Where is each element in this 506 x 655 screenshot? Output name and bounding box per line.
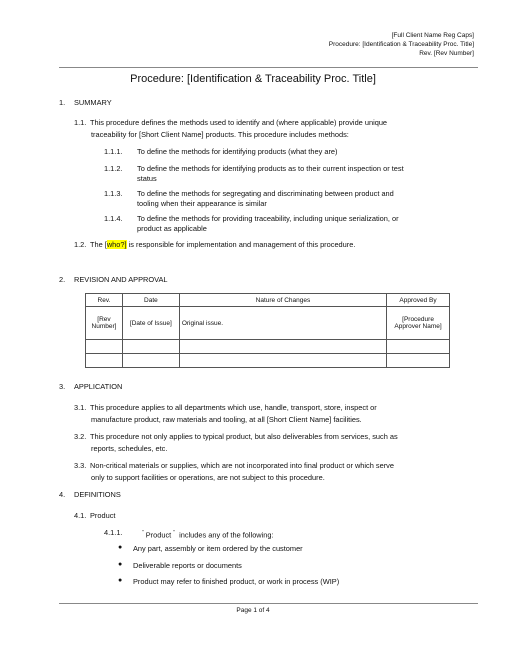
bullet-icon: ● — [118, 544, 123, 551]
item-1-1-2-number: 1.1.2. — [104, 164, 123, 173]
para-1-1-line2: traceability for [Short Client Name] products. This procedure includes methods: — [91, 130, 349, 139]
section-3-heading: APPLICATION — [74, 382, 123, 391]
header-divider — [59, 67, 478, 68]
section-1-number: 1. — [59, 98, 66, 107]
para-1-2-suffix: is responsible for implementation and management of this procedure. — [126, 240, 356, 249]
para-3-1-number: 3.1. — [74, 403, 87, 412]
page-number: Page 1 of 4 — [236, 607, 270, 614]
col-approved-by: Approved By — [387, 294, 450, 307]
table-row — [86, 354, 450, 368]
para-3-2-line2: reports, schedules, etc. — [91, 444, 168, 453]
page-header — [329, 31, 474, 58]
para-1-2-text — [90, 239, 355, 251]
para-4-1-number: 4.1. — [74, 511, 87, 520]
revision-table — [85, 293, 450, 368]
cell-date: [Date of Issue] — [122, 307, 179, 340]
section-2-number: 2. — [59, 275, 66, 284]
definition-lead: includes any of the following: — [179, 530, 274, 540]
para-3-3-line1: Non-critical materials or supplies, which are not incorporated into final product or which serve — [90, 461, 394, 470]
header-procedure-title: Procedure: [Identification & Traceability Proc. Title] — [328, 41, 474, 48]
cell-approver: [Procedure Approver Name] — [387, 307, 450, 340]
table-row — [86, 340, 450, 354]
defined-term: Product — [145, 530, 172, 540]
section-1-heading: SUMMARY — [74, 98, 112, 107]
col-rev: Rev. — [86, 294, 123, 307]
open-quote: “ — [142, 530, 144, 536]
para-3-3-line2: only to support facilities or operations, are not subject to this procedure. — [91, 473, 325, 482]
cell-nature: Original issue. — [179, 307, 386, 340]
para-1-2-number: 1.2. — [74, 240, 87, 249]
revision-table-header-row — [86, 294, 450, 307]
item-1-1-3-number: 1.1.3. — [104, 189, 123, 198]
cell-rev: [Rev Number] — [86, 307, 123, 340]
para-3-2-number: 3.2. — [74, 432, 87, 441]
item-1-1-3-line2: tooling when their appearance is similar — [137, 199, 267, 208]
table-row — [86, 307, 450, 340]
item-1-1-4-line1: To define the methods for providing traceability, including unique serialization, or — [137, 214, 399, 223]
item-1-1-4-number: 1.1.4. — [104, 214, 123, 223]
para-4-1-label: Product — [90, 511, 116, 520]
close-quote: ” — [173, 530, 175, 536]
col-nature-of-changes: Nature of Changes — [179, 294, 386, 307]
para-3-3-number: 3.3. — [74, 461, 87, 470]
document-title: Procedure: [Identification & Traceability Proc. Title] — [130, 73, 376, 85]
section-4-heading: DEFINITIONS — [74, 490, 121, 499]
bullet-icon: ● — [118, 561, 123, 568]
highlighted-placeholder: who?] — [106, 240, 127, 249]
item-1-1-2-line2: status — [137, 174, 157, 183]
para-4-1-1-number: 4.1.1. — [104, 528, 123, 537]
item-1-1-2-line1: To define the methods for identifying products as to their current inspection or test — [137, 164, 404, 173]
item-1-1-1-text: To define the methods for identifying products (what they are) — [137, 147, 338, 156]
footer-divider — [59, 603, 478, 604]
para-1-1-line1: This procedure defines the methods used to identify and (where applicable) provide unique — [90, 118, 388, 127]
section-4-number: 4. — [59, 490, 66, 499]
para-4-1-1-text — [142, 527, 274, 541]
header-client-name: [Full Client Name Reg Caps] — [391, 32, 474, 39]
list-item: Deliverable reports or documents — [133, 561, 242, 570]
col-date: Date — [122, 294, 179, 307]
para-3-1-line2: manufacture product, raw materials and tooling, at all [Short Client Name] facilities. — [91, 415, 362, 424]
item-1-1-4-line2: product as applicable — [137, 224, 207, 233]
section-2-heading: REVISION AND APPROVAL — [74, 275, 168, 284]
para-3-1-line1: This procedure applies to all departments which use, handle, transport, store, inspect or — [90, 403, 377, 412]
para-1-2-prefix: The [ — [90, 240, 107, 249]
list-item: Any part, assembly or item ordered by the customer — [133, 544, 303, 553]
list-item: Product may refer to finished product, or work in process (WIP) — [133, 577, 340, 586]
item-1-1-1-number: 1.1.1. — [104, 147, 123, 156]
header-revision: Rev. [Rev Number] — [419, 50, 474, 57]
item-1-1-3-line1: To define the methods for segregating and discriminating between product and — [137, 189, 394, 198]
bullet-icon: ● — [118, 577, 123, 584]
para-3-2-line1: This procedure not only applies to typical product, but also deliverables from services, such as — [90, 432, 398, 441]
para-1-1-number: 1.1. — [74, 118, 87, 127]
section-3-number: 3. — [59, 382, 66, 391]
